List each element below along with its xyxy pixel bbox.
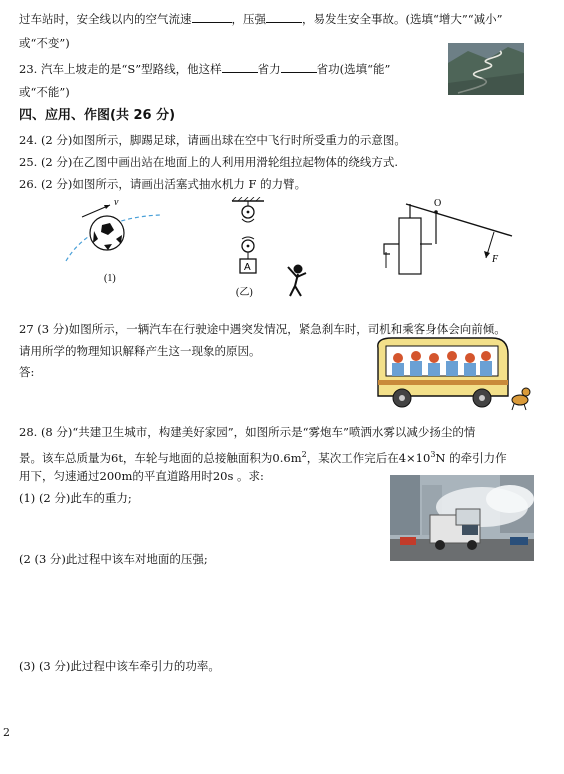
- q27-answer: 答:: [19, 365, 35, 379]
- q28-sub1: (1) (2 分)此车的重力;: [19, 491, 132, 505]
- q22-text-c: ，易发生安全事故。(选填“增大”“减小”: [302, 12, 503, 26]
- q28-line2-c: N 的牵引力作: [435, 450, 507, 465]
- q28-line2-b: ，某次工作完后在4×10: [306, 450, 431, 465]
- ball-caption: (1): [104, 273, 116, 284]
- q23-line1: [19, 61, 390, 77]
- q22-text-b: ，压强: [231, 12, 266, 26]
- q23-text-c: 省功(选填“能”: [316, 62, 391, 76]
- q23-text-b: 省力: [257, 62, 281, 76]
- pump-figure: [372, 196, 522, 278]
- q22-line2: 或“不变”): [19, 36, 70, 50]
- q28-sub2: (2 (3 分)此过程中该车对地面的压强;: [19, 552, 208, 566]
- pulley-caption: (乙): [236, 287, 253, 298]
- q23-blank-2[interactable]: [281, 61, 317, 73]
- q23-text-a: 23. 汽车上坡走的是“S”型路线，他这样: [19, 62, 222, 76]
- q23-blank-1[interactable]: [222, 61, 258, 73]
- q25-text: 25. (2 分)在乙图中画出站在地面上的人利用用滑轮组拉起物体的绕线方式.: [19, 155, 399, 169]
- person-icon: [294, 265, 303, 274]
- q28-line2-a: 景。该车总质量为6t，车轮与地面的总接触面积为0.6m: [19, 450, 302, 465]
- q28-line2: [19, 447, 507, 466]
- pump-pivot-label: O: [434, 198, 442, 209]
- bus-cartoon: [372, 334, 532, 416]
- q27-line2: 请用所学的物理知识解释产生这一现象的原因。: [19, 344, 261, 358]
- ball-velocity-label: v: [114, 197, 119, 208]
- q27-line1: 27 (3 分)如图所示，一辆汽车在行驶途中遇突发情况，紧急刹车时，司机和乘客身体会向前倾。: [19, 322, 506, 336]
- q22-blank-2[interactable]: [266, 11, 302, 23]
- pump-cylinder: [399, 218, 421, 274]
- q28-line1: 28. (8 分)“共建卫生城市，构建美好家园”，如图所示是“雾炮车”喷洒水雾以减少扬尘的情: [19, 425, 476, 439]
- q28-sup-area: 2: [301, 450, 307, 459]
- pump-force-label: F: [492, 254, 499, 265]
- q22-blank-1[interactable]: [192, 11, 232, 23]
- q24-text: 24. (2 分)如图所示，脚踢足球，请画出球在空中飞行时所受重力的示意图。: [19, 133, 406, 147]
- fog-truck-photo: [390, 475, 534, 561]
- q28-sup-force: 3: [430, 450, 436, 459]
- q23-line2: 或“不能”): [19, 85, 70, 99]
- s-road-photo: [448, 43, 524, 95]
- object-a-label: A: [244, 262, 251, 273]
- q22-text-a: 过车站时，安全线以内的空气流速: [19, 12, 192, 26]
- section4-title: 四、应用、作图(共 26 分): [19, 108, 176, 123]
- q26-text: 26. (2 分)如图所示，请画出活塞式抽水机力 F 的力臂。: [19, 177, 307, 191]
- q22-line1: [19, 11, 503, 27]
- pulley-figure: [228, 197, 318, 299]
- q28-sub3: (3) (3 分)此过程中该车牵引力的功率。: [19, 659, 220, 673]
- page-number: 2: [3, 726, 10, 739]
- q28-line3: 用下，匀速通过200m的平直道路用时20s 。求:: [19, 469, 264, 483]
- soccer-ball-figure: [60, 195, 170, 290]
- pump-handle: [406, 204, 512, 236]
